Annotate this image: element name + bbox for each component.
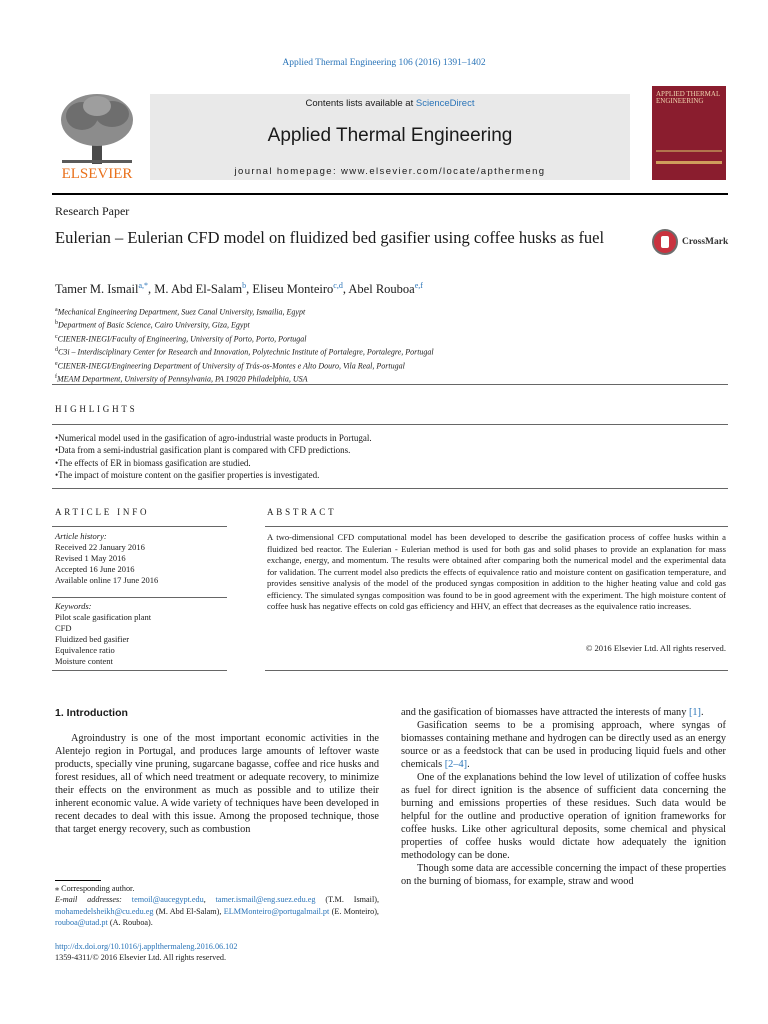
highlight-item: • Numerical model used in the gasification of agro-industrial waste products in Portugal. [55, 432, 372, 444]
cover-footer-bar [656, 161, 722, 164]
author-affiliation-mark[interactable]: b [242, 281, 247, 290]
author-affiliation-mark[interactable]: a,* [138, 281, 149, 290]
author-affiliation-mark[interactable]: c,d [333, 281, 343, 290]
contents-prefix: Contents lists available at [305, 98, 416, 109]
crossmark-icon [652, 229, 678, 255]
journal-homepage[interactable]: journal homepage: www.elsevier.com/locate/apthermeng [234, 166, 546, 177]
affiliation-text: C3i – Interdisciplinary Center for Research and Innovation, Polytechnic Institute of Portalegre, Portalegre, Portugal [58, 348, 434, 358]
paragraph-text: . [700, 707, 704, 718]
email-owner: (A. Rouboa). [107, 918, 153, 928]
keyword-item: CFD [55, 623, 72, 633]
author-separator: , [246, 282, 253, 297]
journal-citation[interactable]: Applied Thermal Engineering 106 (2016) 1391–1402 [282, 58, 486, 68]
affiliation [55, 305, 434, 318]
abstract-copyright: © 2016 Elsevier Ltd. All rights reserved. [585, 643, 726, 653]
affiliation [55, 318, 434, 331]
keyword-item: Fluidized bed gasifier [55, 634, 130, 644]
affiliation-mark: a [55, 307, 58, 313]
affiliation-text: MEAM Department, University of Pennsylvania, PA 19020 Philadelphia, USA [57, 374, 308, 384]
keywords-label: Keywords: [55, 601, 92, 611]
paragraph-text: . [467, 759, 470, 770]
history-items [55, 542, 158, 586]
divider [52, 424, 728, 425]
divider [52, 488, 728, 489]
body-column-right [401, 706, 726, 888]
body-paragraph: Though some data are accessible concerning the impact of these properties on the burning of biomass, for example, straw and wood [401, 863, 726, 887]
author-name[interactable]: Eliseu Monteiro [252, 282, 334, 297]
affiliation-text: Mechanical Engineering Department, Suez Canal University, Ismailia, Egypt [57, 307, 306, 317]
journal-title: Applied Thermal Engineering [267, 125, 513, 146]
email-link[interactable]: rouboa@utad.pt [55, 918, 108, 928]
highlights-heading: HIGHLIGHTS [55, 404, 138, 414]
divider [52, 597, 227, 598]
footnote [55, 883, 379, 929]
email-label: E-mail addresses: [55, 895, 132, 905]
crossmark-badge[interactable] [652, 229, 732, 259]
cover-title: APPLIED THERMAL ENGINEERING [656, 90, 720, 105]
affiliation-text: Department of Basic Science, Cairo University, Giza, Egypt [58, 321, 250, 331]
keyword-item: Equivalence ratio [55, 645, 115, 655]
affiliation-list [55, 305, 434, 386]
citation-link[interactable]: [1] [688, 707, 701, 718]
issn-copyright: 1359-4311/© 2016 Elsevier Ltd. All rights reserved. [55, 953, 227, 963]
body-paragraph [401, 706, 726, 719]
history-item: Accepted 16 June 2016 [55, 564, 135, 574]
body-column-left [55, 732, 379, 836]
history-item: Available online 17 June 2016 [55, 575, 159, 585]
email-link[interactable]: tamer.ismail@eng.suez.edu.eg [215, 895, 316, 905]
article-title: Eulerian – Eulerian CFD model on fluidized bed gasifier using coffee husks as fuel [55, 228, 605, 247]
affiliation-mark: c [55, 333, 58, 340]
header-rule [52, 193, 728, 195]
history-item: Received 22 January 2016 [55, 542, 145, 552]
divider [52, 526, 227, 527]
crossmark-label: CrossMark [682, 237, 729, 247]
highlights-list [55, 432, 372, 482]
affiliation-mark: e [55, 360, 58, 367]
affiliation-text: CIENER-INEGI/Engineering Department of University of Trás-os-Montes e Alto Douro, Vila Real, Portugal [57, 361, 405, 371]
email-owner: (E. Monteiro), [329, 906, 379, 916]
affiliation-mark: d [55, 347, 58, 354]
email-addresses: E-mail addresses: temoil@aucegypt.edu, tamer.ismail@eng.suez.edu.eg (T.M. Ismail), mohamedelsheikh@cu.edu.eg (M. Abd El-Salam), ELMMonteiro@portugalmail.pt (E. Monteiro), rouboa@utad.pt (A. Rouboa). [55, 895, 379, 928]
author-separator: , [342, 282, 349, 297]
history-item: Revised 1 May 2016 [55, 553, 126, 563]
history-label: Article history: [55, 531, 107, 541]
divider [265, 526, 728, 527]
body-paragraph: One of the explanations behind the low level of utilization of coffee husks as fuel for direct ignition is the absence of sufficient data concerning the burning and emissions properties of these residues. Such data would be helpful for the outline and productive operation of ignition frameworks for coffee husks. Like other agricultural deposits, some chemical and physical properties of coffee husks would dictate how adequately the ignition methodology can be done. [401, 772, 726, 861]
author-name[interactable]: Abel Rouboa [348, 282, 415, 297]
author-separator: , [148, 282, 155, 297]
email-owner: (T.M. Ismail), [315, 895, 379, 905]
author-name[interactable]: Tamer M. Ismail [55, 282, 139, 297]
author-affiliation-mark[interactable]: e,f [414, 281, 423, 290]
highlight-item: • Data from a semi-industrial gasification plant is compared with CFD predictions. [55, 444, 372, 456]
highlight-item: • The impact of moisture content on the gasifier properties is investigated. [55, 469, 372, 481]
author-name[interactable]: M. Abd El-Salam [154, 282, 243, 297]
keyword-item: Pilot scale gasification plant [55, 612, 152, 622]
article-history [55, 531, 158, 586]
article-type: Research Paper [55, 204, 130, 218]
tree-icon [52, 90, 142, 182]
affiliation [55, 359, 434, 372]
article-info-heading: ARTICLE INFO [55, 507, 150, 517]
section-heading-introduction: 1. Introduction [55, 707, 128, 719]
abstract-heading: ABSTRACT [267, 507, 337, 517]
affiliation [55, 345, 434, 358]
footnote-rule [55, 880, 101, 881]
doi-block [55, 941, 237, 964]
affiliation-mark: f [55, 374, 57, 381]
journal-cover-thumbnail[interactable] [652, 86, 726, 180]
journal-header [52, 90, 728, 182]
corresponding-author-note: ⁎ Corresponding author. [55, 884, 135, 893]
paragraph-text: and the gasification of biomasses have attracted the interests of many [401, 707, 689, 718]
abstract-text: A two-dimensional CFD computational model has been developed to describe the gasification process of coffee husks within a fluidized bed reactor. The Eulerian - Eulerian method is used for both gas and solid phases to provide an explanation for mass exchange, energy, and momentum. The results were obtained after comparing both the numerical model and the experimental data for validation. The current model also predicts the effects of equivalence ratio and moisture content on gasification temperature, and provides sensitive analysis of the model of the produced syngas composition in addition to the higher heating value and cold gas efficiency. The simulated syngas composition was found to be in good agreement with the experiment. The high moisture content of coffee husk has negative effects on cold gas efficiency and HHV, an effect that decreases as the equivalence ratio increases. [267, 532, 726, 611]
affiliation [55, 332, 434, 345]
divider [52, 670, 227, 671]
keyword-item: Moisture content [55, 656, 113, 666]
affiliation-mark: b [55, 320, 58, 327]
body-paragraph [401, 719, 726, 771]
email-owner: (M. Abd El-Salam), [153, 906, 224, 916]
keyword-items [55, 612, 151, 667]
highlight-item: • The effects of ER in biomass gasification are studied. [55, 457, 372, 469]
email-link[interactable]: ELMMonteiro@portugalmail.pt [223, 906, 330, 916]
body-paragraph: Agroindustry is one of the most important economic activities in the Alentejo region in Portugal, and produces large amounts of leftover waste products, specially vine pruning, sugarcane bagasse, coffee and rice husks and forest residues, all of which need treatment or adequate recovery, to minimize their effects on the environment as much as possible and to utilize their inherent economic value. A wide variety of techniques have been developed in recent decades to deal with this issue. Among the proposed technique, those that target energy recovery, such as combustion [55, 733, 379, 835]
contents-line [150, 98, 630, 109]
citation-link[interactable]: [2–4] [444, 759, 468, 770]
divider [52, 384, 728, 385]
masthead [150, 94, 630, 180]
sciencedirect-link[interactable]: ScienceDirect [415, 98, 475, 109]
divider [265, 670, 728, 671]
author-list [55, 281, 423, 297]
email-link[interactable]: mohamedelsheikh@cu.edu.eg [55, 906, 154, 916]
cover-stripe [656, 150, 722, 152]
publisher-wordmark: ELSEVIER [61, 166, 133, 182]
affiliation-text: CIENER-INEGI/Faculty of Engineering, University of Porto, Porto, Portugal [57, 334, 307, 344]
paragraph-text: Gasification seems to be a promising approach, where syngas of biomasses containing methane and hydrogen can be directly used as an energy source or as a feedstock that can be used in producing liquid fuels and other chemicals [401, 720, 726, 770]
keywords [55, 601, 151, 667]
doi-link[interactable]: http://dx.doi.org/10.1016/j.applthermaleng.2016.06.102 [55, 942, 238, 951]
email-link[interactable]: temoil@aucegypt.edu [131, 895, 204, 905]
elsevier-logo[interactable] [52, 90, 142, 182]
